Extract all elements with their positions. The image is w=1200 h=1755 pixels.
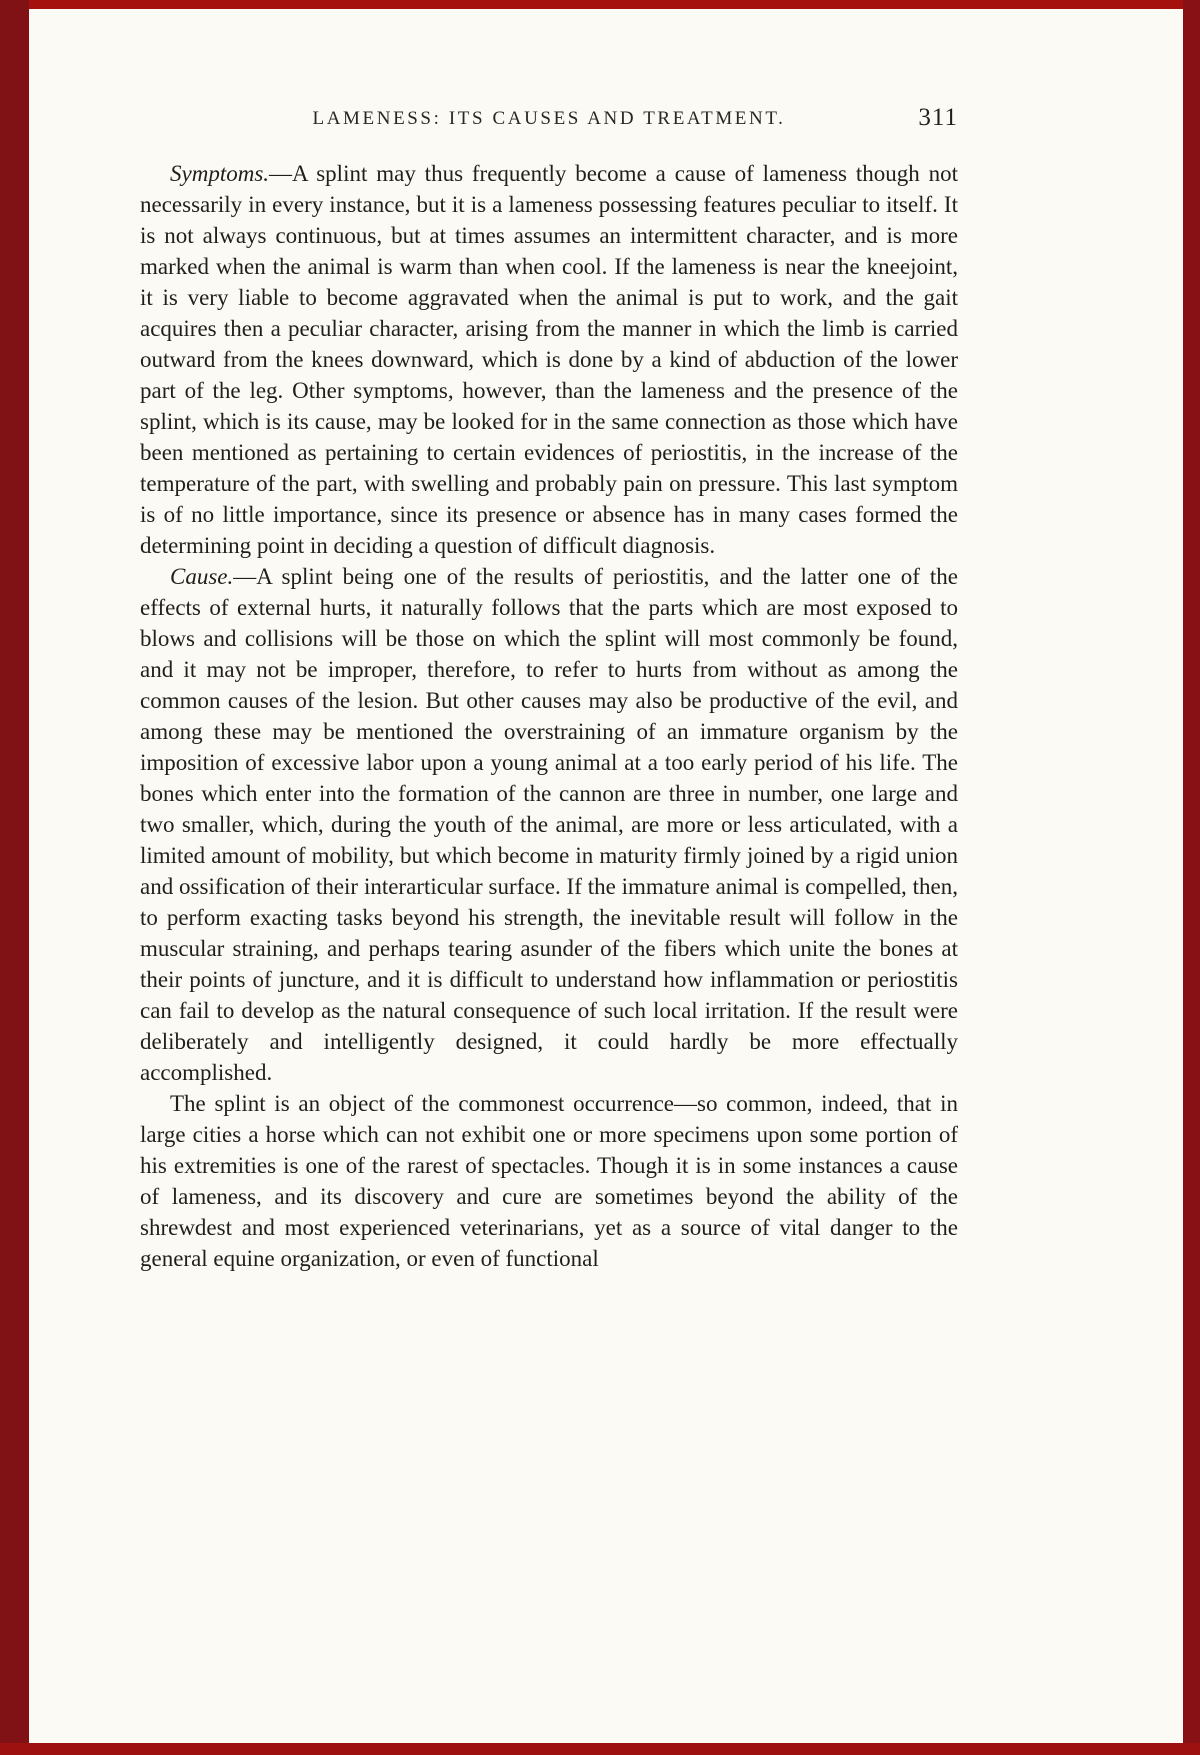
paragraph-cause [140, 561, 958, 1088]
page-content [140, 0, 958, 1274]
paragraph-text-cause: —A splint being one of the results of periostitis, and the latter one of the effects of external hurts, it naturally follows that the parts which are most exposed to blows and collisions will be those on which the splint will most commonly be found, and it may not be improper, therefore, to refer to hurts from without as among the common causes of the lesion. But other causes may also be productive of the evil, and among these may be mentioned the overstraining of an immature organism by the imposition of excessive labor upon a young animal at a too early period of his life. The bones which enter into the formation of the cannon are three in number, one large and two smaller, which, during the youth of the animal, are more or less articulated, with a limited amount of mobility, but which become in maturity firmly joined by a rigid union and ossification of their interarticular surface. If the immature animal is compelled, then, to perform exacting tasks beyond his strength, the inevitable result will follow in the muscular straining, and perhaps tearing asunder of the fibers which unite the bones at their points of juncture, and it is difficult to understand how inflammation or periostitis can fail to develop as the natural consequence of such local irritation. If the result were deliberately and intelligently designed, it could hardly be more effectually accomplished. [140, 564, 958, 1085]
scan-edge-right [1183, 0, 1200, 1755]
page-header [140, 104, 958, 136]
scan-edge-top [0, 0, 1200, 9]
page-number: 311 [918, 104, 958, 131]
page-body [140, 158, 958, 1274]
paragraph-lead-cause: Cause. [170, 564, 234, 589]
paragraph-text-symptoms: —A splint may thus frequently become a cause of lameness though not necessarily in every instance, but it is a lameness possessing features peculiar to itself. It is not always continuous, but at times assumes an intermittent character, and is more marked when the animal is warm than when cool. If the lameness is near the kneejoint, it is very liable to become aggravated when the animal is put to work, and the gait acquires then a peculiar character, arising from the manner in which the limb is carried outward from the knees downward, which is done by a kind of abduction of the lower part of the leg. Other symptoms, however, than the lameness and the presence of the splint, which is its cause, may be looked for in the same connection as those which have been mentioned as pertaining to certain evidences of periostitis, in the increase of the temperature of the part, with swelling and probably pain on pressure. This last symptom is of no little importance, since its presence or absence has in many cases formed the determining point in deciding a question of difficult diagnosis. [140, 161, 958, 558]
paragraph-splint-occurrence [140, 1088, 958, 1274]
running-title: LAMENESS: ITS CAUSES AND TREATMENT. [312, 108, 786, 129]
scan-edge-left [0, 0, 29, 1755]
paragraph-lead-symptoms: Symptoms. [170, 161, 270, 186]
paragraph-symptoms [140, 158, 958, 561]
scan-edge-bottom [0, 1743, 1200, 1755]
paragraph-text-splint-occurrence: The splint is an object of the commonest occurrence—so common, indeed, that in large cities a horse which can not exhibit one or more specimens upon some portion of his extremities is one of the rarest of spectacles. Though it is in some instances a cause of lameness, and its discovery and cure are sometimes beyond the ability of the shrewdest and most experienced veterinarians, yet as a source of vital danger to the general equine organization, or even of functional [140, 1091, 958, 1271]
